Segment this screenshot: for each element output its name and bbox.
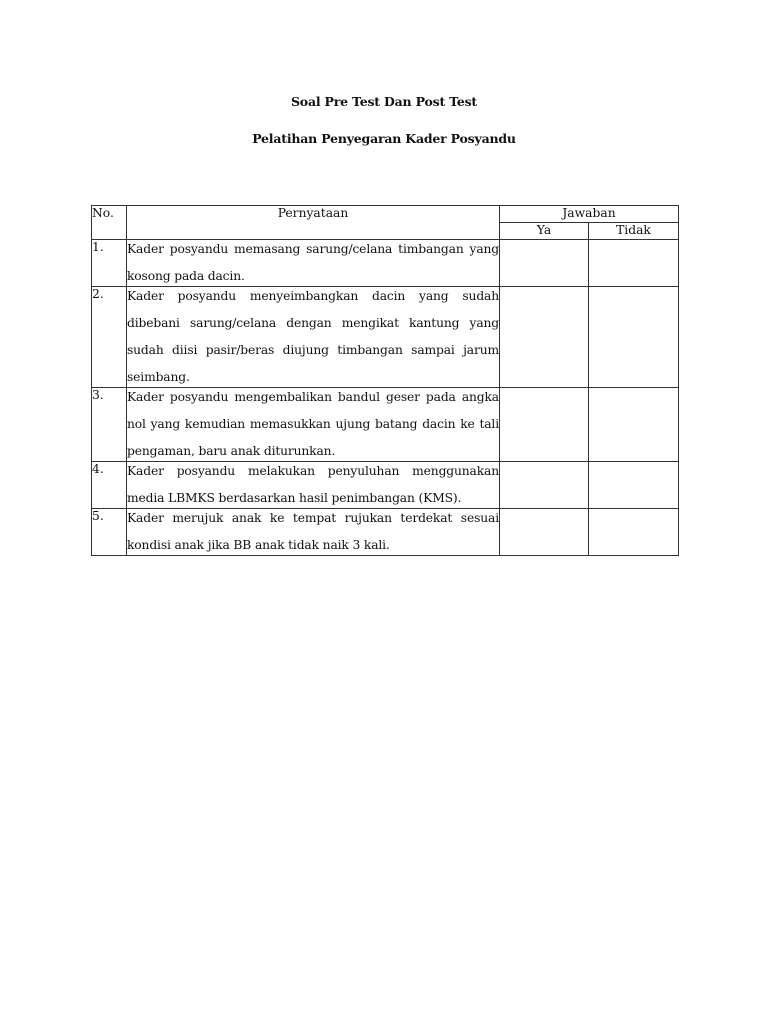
row-statement (127, 240, 500, 287)
answer-yes-cell[interactable] (500, 462, 589, 509)
quiz-table (91, 205, 679, 556)
table-row (92, 240, 679, 287)
header-no: No. (92, 206, 127, 240)
answer-yes-cell[interactable] (500, 287, 589, 388)
header-yes: Ya (500, 223, 589, 240)
statement-text: Kader posyandu memasang sarung/celana timbangan yang kosong pada dacin. (127, 242, 499, 283)
statement-text: Kader posyandu menyeimbangkan dacin yang sudah dibebani sarung/celana dengan mengikat kantung yang sudah diisi pasir/beras diujung timbangan sampai jarum seimbang. (127, 289, 499, 384)
answer-yes-cell[interactable] (500, 240, 589, 287)
row-number: 2. (92, 287, 127, 388)
header-no-answer: Tidak (589, 223, 679, 240)
header-answer: Jawaban (500, 206, 679, 223)
answer-no-cell[interactable] (589, 509, 679, 556)
document-subtitle: Pelatihan Penyegaran Kader Posyandu (252, 131, 516, 146)
row-statement (127, 462, 500, 509)
answer-no-cell[interactable] (589, 388, 679, 462)
table-row (92, 388, 679, 462)
row-statement (127, 287, 500, 388)
row-number: 5. (92, 509, 127, 556)
statement-text: Kader posyandu mengembalikan bandul geser pada angka nol yang kemudian memasukkan ujung batang dacin ke tali pengaman, baru anak diturunkan. (127, 390, 499, 458)
row-number: 4. (92, 462, 127, 509)
row-number: 1. (92, 240, 127, 287)
row-statement (127, 509, 500, 556)
table-row (92, 287, 679, 388)
answer-no-cell[interactable] (589, 287, 679, 388)
answer-no-cell[interactable] (589, 240, 679, 287)
statement-text: Kader posyandu melakukan penyuluhan menggunakan media LBMKS berdasarkan hasil penimbangan (KMS). (127, 464, 499, 505)
row-number: 3. (92, 388, 127, 462)
table-row (92, 509, 679, 556)
row-statement (127, 388, 500, 462)
header-statement: Pernyataan (127, 206, 500, 240)
document-title: Soal Pre Test Dan Post Test (290, 94, 477, 109)
answer-yes-cell[interactable] (500, 388, 589, 462)
answer-yes-cell[interactable] (500, 509, 589, 556)
table-row (92, 462, 679, 509)
statement-text: Kader merujuk anak ke tempat rujukan terdekat sesuai kondisi anak jika BB anak tidak naik 3 kali. (127, 511, 499, 552)
answer-no-cell[interactable] (589, 462, 679, 509)
